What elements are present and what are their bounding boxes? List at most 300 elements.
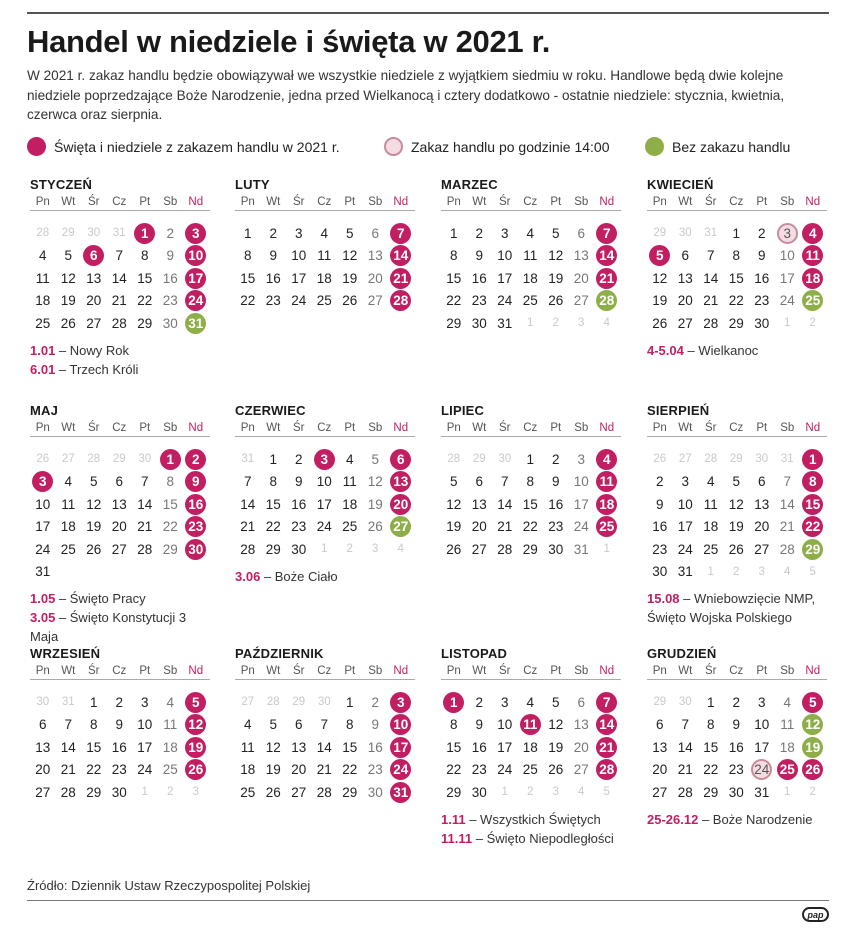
month-block <box>441 402 621 561</box>
day-number: 2 <box>294 451 303 467</box>
day-cell <box>775 222 801 245</box>
day-number: 3 <box>500 694 509 710</box>
day-number: 24 <box>137 762 153 778</box>
day-number: 30 <box>36 696 50 709</box>
day-number: 18 <box>316 270 332 286</box>
day-cell <box>56 312 82 335</box>
day-number: 3 <box>758 565 765 578</box>
day-cell <box>337 493 363 516</box>
week-row <box>441 222 621 245</box>
day-number: 12 <box>265 739 281 755</box>
day-number: 3 <box>578 317 585 330</box>
week-row <box>235 736 415 759</box>
day-number: 7 <box>681 717 689 733</box>
day-cell <box>388 516 414 539</box>
day-cell <box>673 538 699 561</box>
day-cell <box>312 245 338 268</box>
day-number: 20 <box>471 519 487 535</box>
day-number: 8 <box>89 717 98 733</box>
day-number: 31 <box>754 784 770 800</box>
day-cell <box>312 493 338 516</box>
day-cell <box>492 538 518 561</box>
weekday-label: Sb <box>780 665 795 677</box>
day-cell <box>81 312 107 335</box>
day-number: 26 <box>548 293 564 309</box>
day-cell <box>132 290 158 313</box>
day-cell <box>492 267 518 290</box>
weekday-label: Wt <box>266 665 281 677</box>
day-cell <box>775 538 801 561</box>
day-number: 3 <box>185 223 206 244</box>
weekday-label: Wt <box>472 665 487 677</box>
day-number: 3 <box>552 786 559 799</box>
weekday-label: Pt <box>139 422 151 434</box>
day-cell <box>235 691 261 714</box>
week-row <box>235 691 415 714</box>
day-cell <box>543 781 569 804</box>
day-number: 14 <box>240 496 256 512</box>
day-number: 19 <box>446 519 462 535</box>
day-cell <box>183 736 209 759</box>
day-number: 14 <box>111 270 127 286</box>
day-cell <box>158 736 184 759</box>
day-cell <box>261 267 287 290</box>
day-number: 18 <box>240 762 256 778</box>
weekday-label: Śr <box>705 665 717 677</box>
day-number: 7 <box>115 248 123 264</box>
day-number: 28 <box>779 541 795 557</box>
holiday-note <box>647 589 827 627</box>
weekday-label: Cz <box>523 422 538 434</box>
day-number: 20 <box>111 519 127 535</box>
legend-label: Bez zakazu handlu <box>672 138 791 155</box>
day-number: 29 <box>802 539 823 560</box>
holiday-name: – Wszystkich Świętych <box>465 811 601 827</box>
day-cell <box>569 290 595 313</box>
day-number: 4 <box>526 694 534 710</box>
day-cell <box>107 448 133 471</box>
day-number: 21 <box>111 293 127 309</box>
day-cell <box>107 714 133 737</box>
day-cell <box>132 471 158 494</box>
day-number: 13 <box>35 739 51 755</box>
weekday-header <box>235 663 415 680</box>
day-number: 24 <box>390 759 411 780</box>
day-number: 19 <box>342 270 358 286</box>
day-number: 5 <box>185 692 206 713</box>
day-cell <box>261 691 287 714</box>
month-name: PAŹDZIERNIK <box>235 646 324 661</box>
day-number: 13 <box>573 717 589 733</box>
day-cell <box>81 736 107 759</box>
day-number: 29 <box>472 453 486 466</box>
source-note: Źródło: Dziennik Ustaw Rzeczypospolitej Polskiej <box>27 878 311 893</box>
day-number: 27 <box>573 293 589 309</box>
weekday-label: Pt <box>756 665 768 677</box>
day-cell <box>363 538 389 561</box>
day-number: 27 <box>241 696 255 709</box>
day-cell <box>158 538 184 561</box>
day-cell <box>724 561 750 584</box>
day-number: 27 <box>652 784 668 800</box>
day-cell <box>337 759 363 782</box>
day-cell <box>673 290 699 313</box>
day-cell <box>56 245 82 268</box>
day-cell <box>673 222 699 245</box>
week-row <box>441 781 621 804</box>
day-cell <box>286 471 312 494</box>
day-cell <box>518 267 544 290</box>
day-cell <box>30 290 56 313</box>
week-row <box>235 267 415 290</box>
weekday-label: Śr <box>293 196 305 208</box>
day-number: 17 <box>390 737 411 758</box>
weekday-label: Śr <box>499 196 511 208</box>
day-number: 19 <box>265 762 281 778</box>
day-number: 5 <box>449 474 458 490</box>
day-cell <box>158 714 184 737</box>
day-number: 2 <box>475 225 483 241</box>
holiday-notes <box>30 341 210 379</box>
weekday-header <box>441 663 621 680</box>
day-number: 29 <box>729 453 743 466</box>
day-cell <box>518 245 544 268</box>
green-dot-icon <box>645 137 664 156</box>
day-cell <box>647 781 673 804</box>
day-number: 1 <box>89 694 98 710</box>
day-cell <box>261 781 287 804</box>
day-cell <box>467 736 493 759</box>
day-number: 11 <box>780 717 795 733</box>
day-cell <box>158 493 184 516</box>
day-cell <box>647 691 673 714</box>
weekday-header <box>647 420 827 437</box>
day-cell <box>235 516 261 539</box>
week-row <box>30 312 210 335</box>
holiday-date: 1.11 <box>441 811 466 827</box>
day-number: 22 <box>265 519 281 535</box>
day-cell <box>261 516 287 539</box>
day-cell <box>312 759 338 782</box>
month-grid <box>235 222 415 312</box>
day-cell <box>749 714 775 737</box>
day-number: 20 <box>573 739 589 755</box>
weekday-label: Wt <box>61 422 76 434</box>
month-grid <box>647 448 827 583</box>
weekday-label: Pn <box>35 422 50 434</box>
day-number: 28 <box>497 541 513 557</box>
day-cell <box>492 448 518 471</box>
weekday-label: Nd <box>188 422 204 434</box>
week-row <box>30 691 210 714</box>
weekday-label: Cz <box>112 196 127 208</box>
day-number: 10 <box>573 474 589 490</box>
day-cell <box>107 516 133 539</box>
day-cell <box>724 759 750 782</box>
day-number: 21 <box>497 519 513 535</box>
week-row <box>441 538 621 561</box>
day-cell <box>286 781 312 804</box>
day-cell <box>518 759 544 782</box>
day-cell <box>261 222 287 245</box>
weekday-label: Pt <box>139 196 151 208</box>
day-cell <box>363 245 389 268</box>
day-cell <box>235 267 261 290</box>
day-number: 2 <box>809 317 816 330</box>
day-number: 2 <box>371 694 379 710</box>
day-cell <box>337 781 363 804</box>
day-cell <box>698 448 724 471</box>
day-cell <box>30 759 56 782</box>
day-cell <box>775 516 801 539</box>
weekday-label: Sb <box>163 196 178 208</box>
legend-label: Święta i niedziele z zakazem handlu w 2021 r. <box>54 138 340 155</box>
day-number: 29 <box>522 541 538 557</box>
day-number: 23 <box>548 519 564 535</box>
holiday-date: 3.05 <box>30 610 56 625</box>
day-cell <box>569 691 595 714</box>
day-number: 6 <box>475 474 483 490</box>
day-cell <box>388 781 414 804</box>
day-number: 29 <box>703 784 719 800</box>
day-number: 6 <box>371 225 379 241</box>
day-number: 1 <box>784 786 791 799</box>
holiday-notes <box>647 810 827 829</box>
weekday-label: Sb <box>780 422 795 434</box>
day-cell <box>312 267 338 290</box>
holiday-notes <box>647 589 827 627</box>
day-number: 19 <box>548 739 564 755</box>
day-cell <box>81 759 107 782</box>
day-number: 2 <box>757 225 766 241</box>
day-number: 1 <box>449 225 458 241</box>
day-number: 17 <box>137 739 153 755</box>
day-number: 6 <box>115 474 123 490</box>
weekday-label: Cz <box>729 196 744 208</box>
day-number: 13 <box>754 496 770 512</box>
week-row <box>30 714 210 737</box>
day-number: 30 <box>755 453 769 466</box>
day-number: 24 <box>779 293 795 309</box>
holiday-note <box>235 567 415 586</box>
month-grid <box>441 448 621 561</box>
day-number: 16 <box>728 739 744 755</box>
day-number: 23 <box>652 541 668 557</box>
day-number: 12 <box>367 474 383 490</box>
day-number: 9 <box>732 717 740 733</box>
day-cell <box>698 561 724 584</box>
day-number: 15 <box>802 494 823 515</box>
day-cell <box>698 538 724 561</box>
day-number: 21 <box>240 519 256 535</box>
month-name: KWIECIEŃ <box>647 177 714 192</box>
day-cell <box>673 691 699 714</box>
day-number: 2 <box>733 565 740 578</box>
day-cell <box>673 759 699 782</box>
weekday-label: Nd <box>188 196 204 208</box>
day-cell <box>235 538 261 561</box>
week-row <box>647 516 827 539</box>
day-cell <box>312 448 338 471</box>
day-cell <box>183 312 209 335</box>
day-cell <box>363 781 389 804</box>
day-cell <box>775 781 801 804</box>
day-cell <box>107 267 133 290</box>
day-number: 16 <box>367 739 383 755</box>
day-number: 25 <box>802 290 823 311</box>
day-cell <box>312 691 338 714</box>
day-cell <box>107 538 133 561</box>
day-cell <box>594 471 620 494</box>
day-cell <box>183 493 209 516</box>
day-number: 29 <box>61 227 75 240</box>
day-cell <box>81 781 107 804</box>
day-number: 19 <box>86 519 102 535</box>
day-cell <box>698 471 724 494</box>
day-number: 17 <box>497 739 513 755</box>
day-number: 8 <box>449 248 458 264</box>
day-number: 10 <box>316 474 332 490</box>
week-row <box>441 448 621 471</box>
day-cell <box>698 493 724 516</box>
day-number: 7 <box>783 474 791 490</box>
day-cell <box>56 714 82 737</box>
day-number: 20 <box>367 270 383 286</box>
day-cell <box>673 516 699 539</box>
day-cell <box>800 691 826 714</box>
day-cell <box>518 312 544 335</box>
day-cell <box>132 448 158 471</box>
day-cell <box>441 267 467 290</box>
day-number: 22 <box>446 762 462 778</box>
weekday-label: Pn <box>35 196 50 208</box>
day-cell <box>107 290 133 313</box>
day-number: 3 <box>372 543 379 556</box>
day-number: 29 <box>728 315 744 331</box>
week-row <box>647 245 827 268</box>
day-number: 1 <box>501 786 508 799</box>
day-number: 6 <box>577 225 585 241</box>
holiday-note <box>30 589 210 608</box>
day-cell <box>594 736 620 759</box>
day-number: 30 <box>317 696 331 709</box>
day-number: 30 <box>498 453 512 466</box>
day-number: 19 <box>367 496 383 512</box>
week-row <box>30 781 210 804</box>
day-cell <box>312 516 338 539</box>
day-number: 3 <box>500 225 509 241</box>
day-number: 20 <box>35 762 51 778</box>
day-number: 8 <box>526 474 534 490</box>
day-cell <box>30 714 56 737</box>
day-cell <box>467 267 493 290</box>
week-row <box>30 471 210 494</box>
day-cell <box>183 267 209 290</box>
week-row <box>235 471 415 494</box>
day-number: 22 <box>802 516 823 537</box>
holiday-date: 3.06 <box>235 568 261 584</box>
weekday-label: Cz <box>317 422 332 434</box>
day-cell <box>800 516 826 539</box>
day-cell <box>594 222 620 245</box>
day-number: 18 <box>35 293 51 309</box>
day-number: 8 <box>243 248 252 264</box>
day-number: 27 <box>471 541 487 557</box>
day-cell <box>492 516 518 539</box>
day-cell <box>698 516 724 539</box>
day-number: 15 <box>446 270 462 286</box>
day-cell <box>337 290 363 313</box>
day-cell <box>724 222 750 245</box>
day-cell <box>56 267 82 290</box>
day-cell <box>569 222 595 245</box>
day-number: 17 <box>316 496 332 512</box>
day-number: 24 <box>291 293 307 309</box>
day-number: 9 <box>551 474 560 490</box>
weekday-label: Nd <box>599 422 615 434</box>
day-cell <box>56 691 82 714</box>
day-cell <box>363 691 389 714</box>
day-number: 30 <box>652 564 668 580</box>
day-cell <box>749 222 775 245</box>
day-number: 23 <box>111 762 127 778</box>
day-number: 28 <box>677 784 693 800</box>
month-grid <box>647 691 827 804</box>
day-cell <box>388 736 414 759</box>
day-cell <box>724 736 750 759</box>
week-row <box>647 267 827 290</box>
day-number: 12 <box>728 496 744 512</box>
day-cell <box>647 222 673 245</box>
day-cell <box>337 448 363 471</box>
day-number: 6 <box>83 245 104 266</box>
day-number: 11 <box>802 245 823 266</box>
day-number: 8 <box>732 248 740 264</box>
week-row <box>647 312 827 335</box>
day-cell <box>518 516 544 539</box>
day-cell <box>441 781 467 804</box>
month-name: LUTY <box>235 177 270 192</box>
day-cell <box>388 448 414 471</box>
day-number: 24 <box>677 541 693 557</box>
week-row <box>235 222 415 245</box>
day-cell <box>261 290 287 313</box>
day-cell <box>363 267 389 290</box>
day-cell <box>467 312 493 335</box>
day-cell <box>749 267 775 290</box>
day-cell <box>569 493 595 516</box>
day-number: 30 <box>678 696 692 709</box>
day-number: 9 <box>185 471 206 492</box>
month-block <box>647 645 827 829</box>
day-number: 30 <box>471 315 487 331</box>
day-cell <box>441 714 467 737</box>
day-number: 9 <box>655 496 664 512</box>
holiday-name: – Święto Pracy <box>55 591 146 606</box>
day-cell <box>775 267 801 290</box>
day-cell <box>30 736 56 759</box>
day-number: 27 <box>86 315 102 331</box>
weekday-label: Pt <box>139 665 151 677</box>
day-number: 25 <box>777 759 798 780</box>
day-cell <box>492 290 518 313</box>
day-cell <box>647 493 673 516</box>
day-number: 10 <box>291 248 307 264</box>
day-number: 26 <box>367 519 383 535</box>
month-block <box>235 645 415 804</box>
day-cell <box>441 736 467 759</box>
holiday-name: – Nowy Rok <box>55 342 130 358</box>
